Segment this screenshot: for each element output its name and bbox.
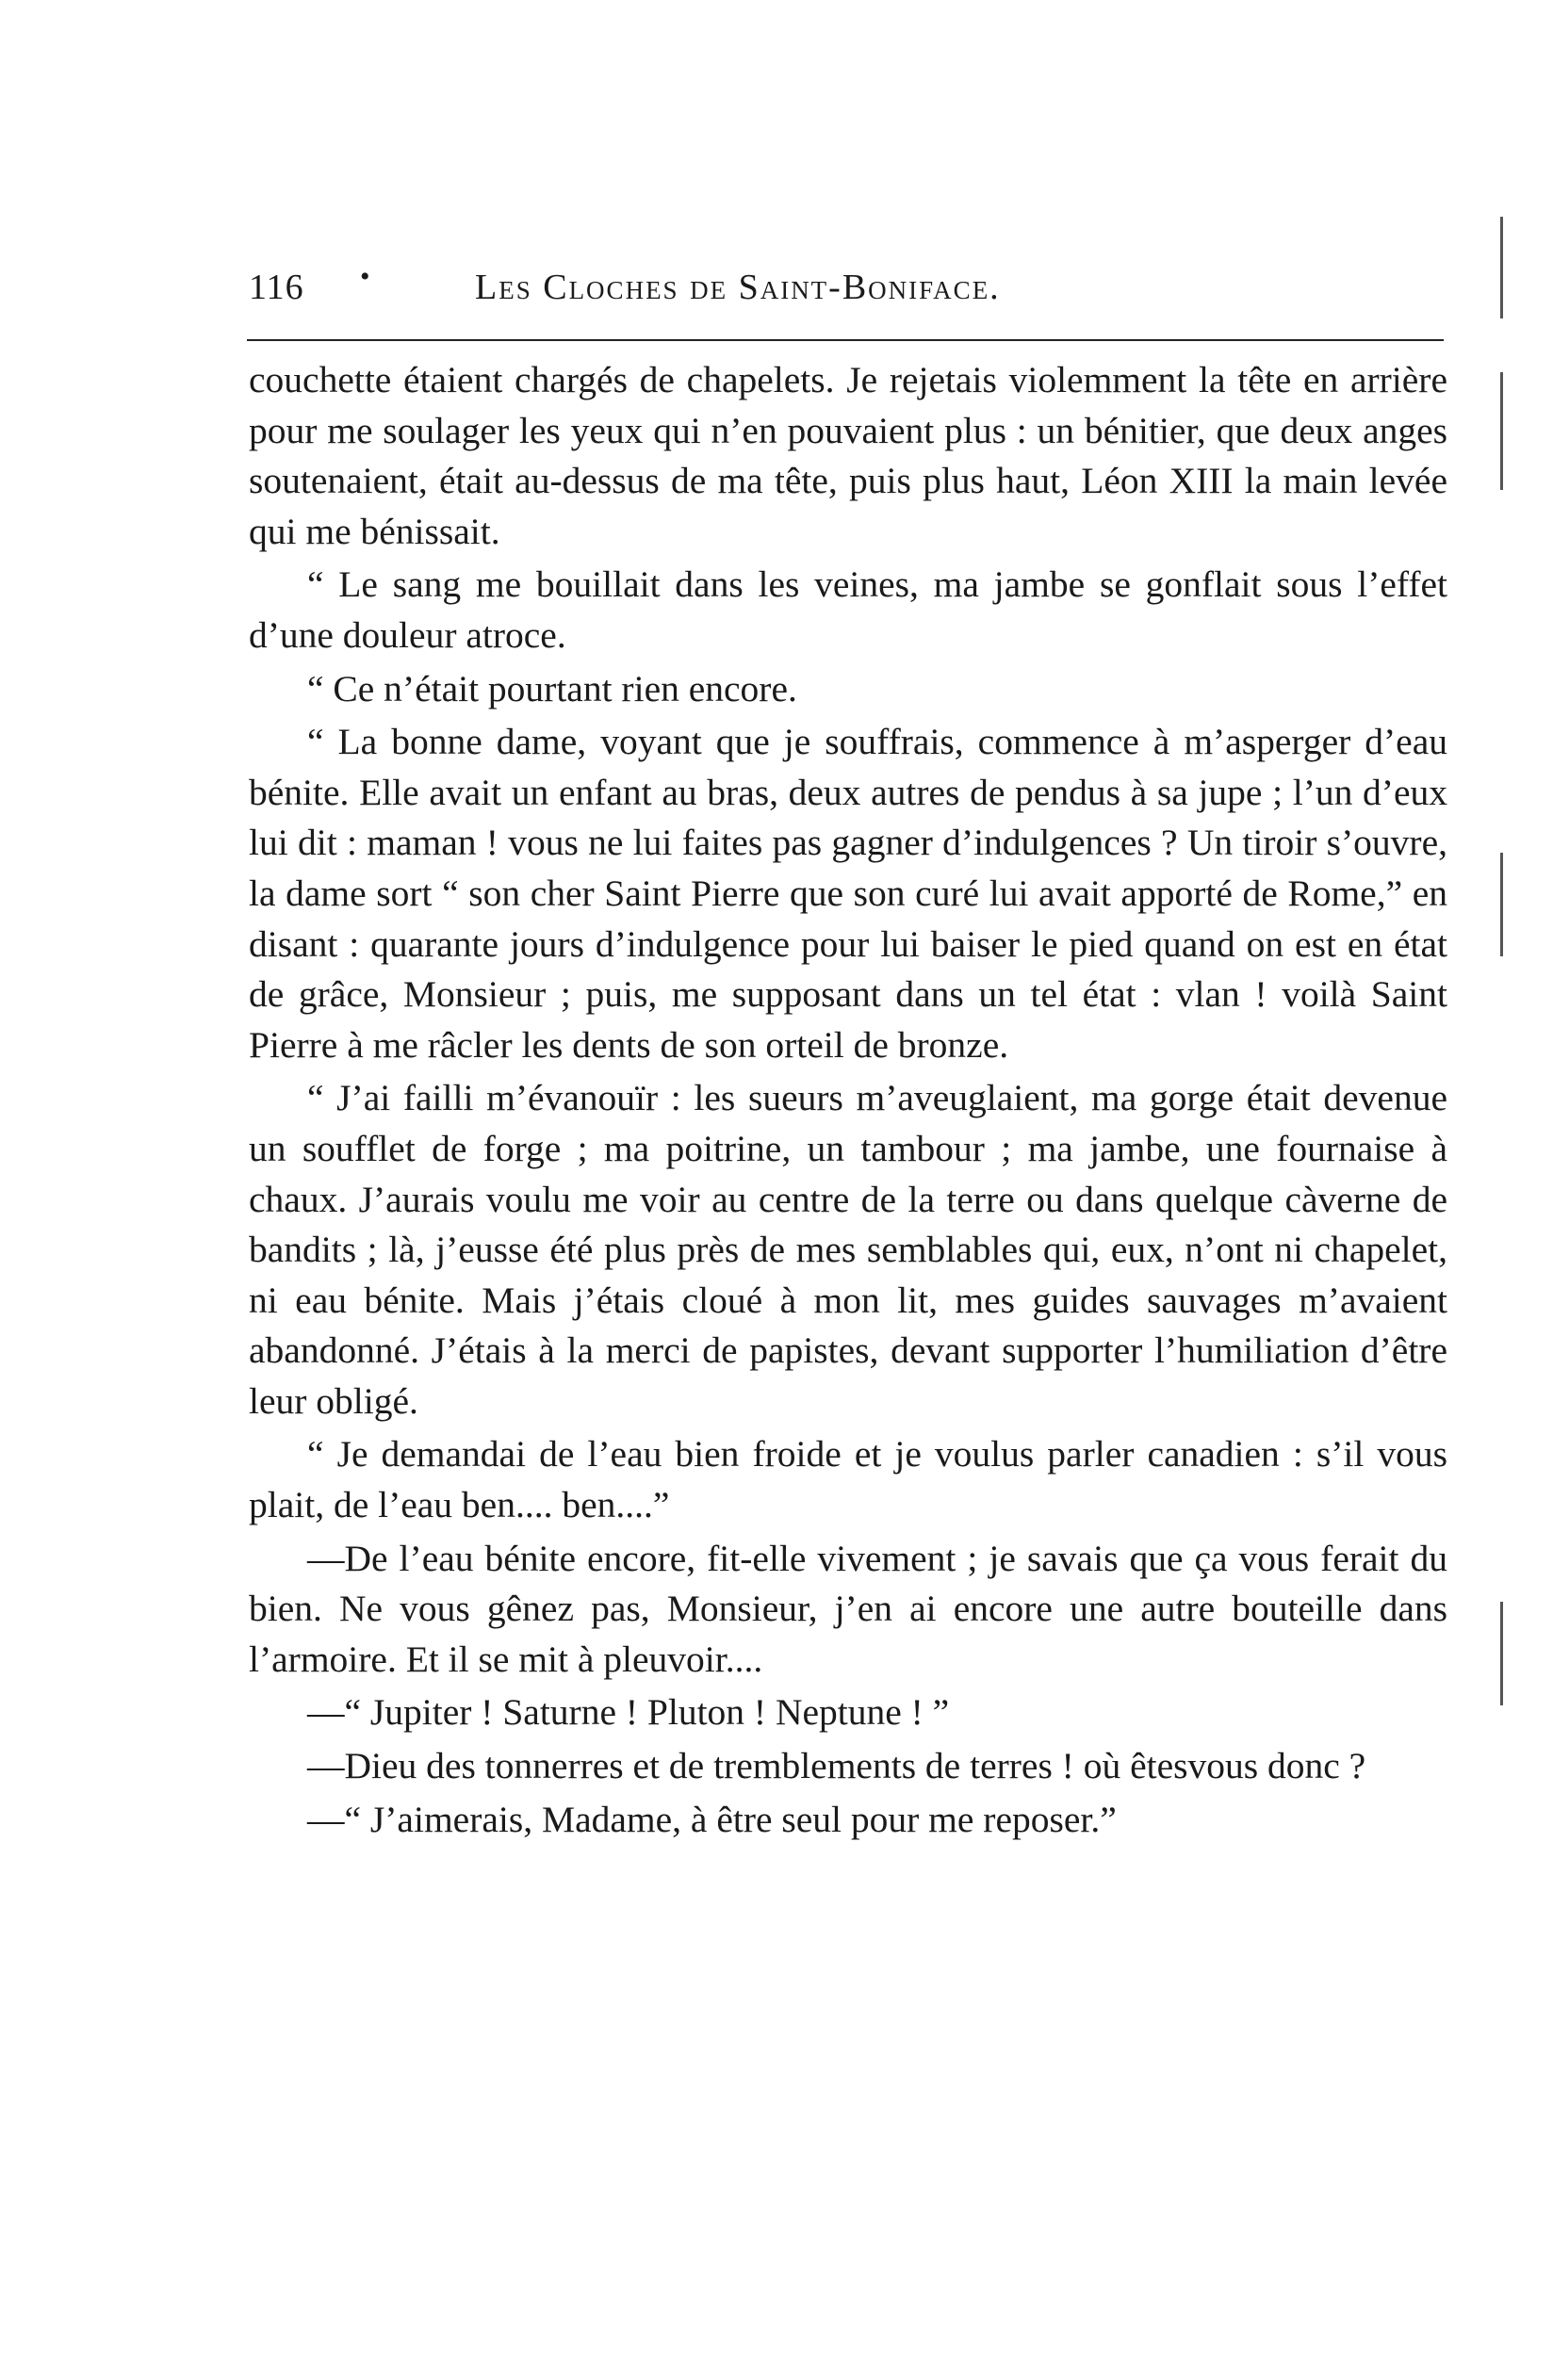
paragraph-5: “ J’ai failli m’évanouïr : les sueurs m’aveuglaient, ma gorge était devenue un soufflet de forge ; ma poitrine, un tambour ; ma jambe, une fournaise à chaux. J’aurais voulu me voir au centre de la terre ou dans quelque càverne de bandits ; là, j’eusse été plus près de mes semblables qui, eux, n’ont ni chapelet, ni eau bénite. Mais j’étais cloué à mon lit, mes guides sauvages m’avaient abandonné. J’étais à la merci de papistes, devant supporter l’humiliation d’être leur obligé.	[249, 1077, 1447, 1422]
paragraph-6: “ Je demandai de l’eau bien froide et je voulus parler canadien : s’il vous plait, de l’eau ben.... ben....”	[249, 1433, 1447, 1526]
paragraph-10: —“ J’aimerais, Madame, à être seul pour me reposer.”	[307, 1798, 1117, 1840]
header-rule	[247, 339, 1444, 341]
margin-mark-2	[1500, 372, 1503, 490]
paragraph-3: “ Ce n’était pourtant rien encore.	[307, 667, 797, 709]
paragraph-7: —De l’eau bénite encore, fit-elle vivement ; je savais que ça vous ferait du bien. Ne vous gênez pas, Monsieur, j’en ai encore une autre bouteille dans l’armoire. Et il se mit à pleuvoir....	[249, 1537, 1447, 1680]
page-header	[249, 261, 1447, 323]
body-text	[249, 355, 1447, 1848]
paragraph-8: —“ Jupiter ! Saturne ! Pluton ! Neptune ! ”	[307, 1691, 950, 1734]
paragraph-4: “ La bonne dame, voyant que je souffrais, commence à m’asperger d’eau bénite. Elle avait un enfant au bras, deux autres de pendus à sa jupe ; l’un d’eux lui dit : maman ! vous ne lui faites pas gagner d’indulgences ? Un tiroir s’ouvre, la dame sort “ son cher Saint Pierre que son curé lui avait apporté de Rome,” en disant : quarante jours d’indulgence pour lui baiser le pied quand on est en état de grâce, Monsieur ; puis, me supposant dans un tel état : vlan ! voilà Saint Pierre à me râcler les dents de son orteil de bronze.	[249, 721, 1447, 1066]
paragraph-2: “ Le sang me bouillait dans les veines, ma jambe se gonflait sous l’effet d’une douleur atroce.	[249, 563, 1447, 656]
header-dot: •	[360, 261, 371, 292]
margin-mark-4	[1500, 1602, 1503, 1705]
paragraph-9: —Dieu des tonnerres et de tremblements de terres ! où êtesvous donc ?	[307, 1745, 1366, 1787]
page-number: 116	[249, 268, 304, 307]
paragraph-1: couchette étaient chargés de chapelets. Je rejetais violemment la tête en arrière pour me soulager les yeux qui n’en pouvaient plus : un bénitier, que deux anges soutenaient, était au-dessus de ma tête, puis plus haut, Léon XIII la main levée qui me bénissait.	[249, 359, 1447, 552]
margin-mark-1	[1500, 217, 1503, 318]
running-title: Les Cloches de Saint-Boniface.	[475, 268, 1001, 307]
margin-mark-3	[1500, 853, 1503, 956]
